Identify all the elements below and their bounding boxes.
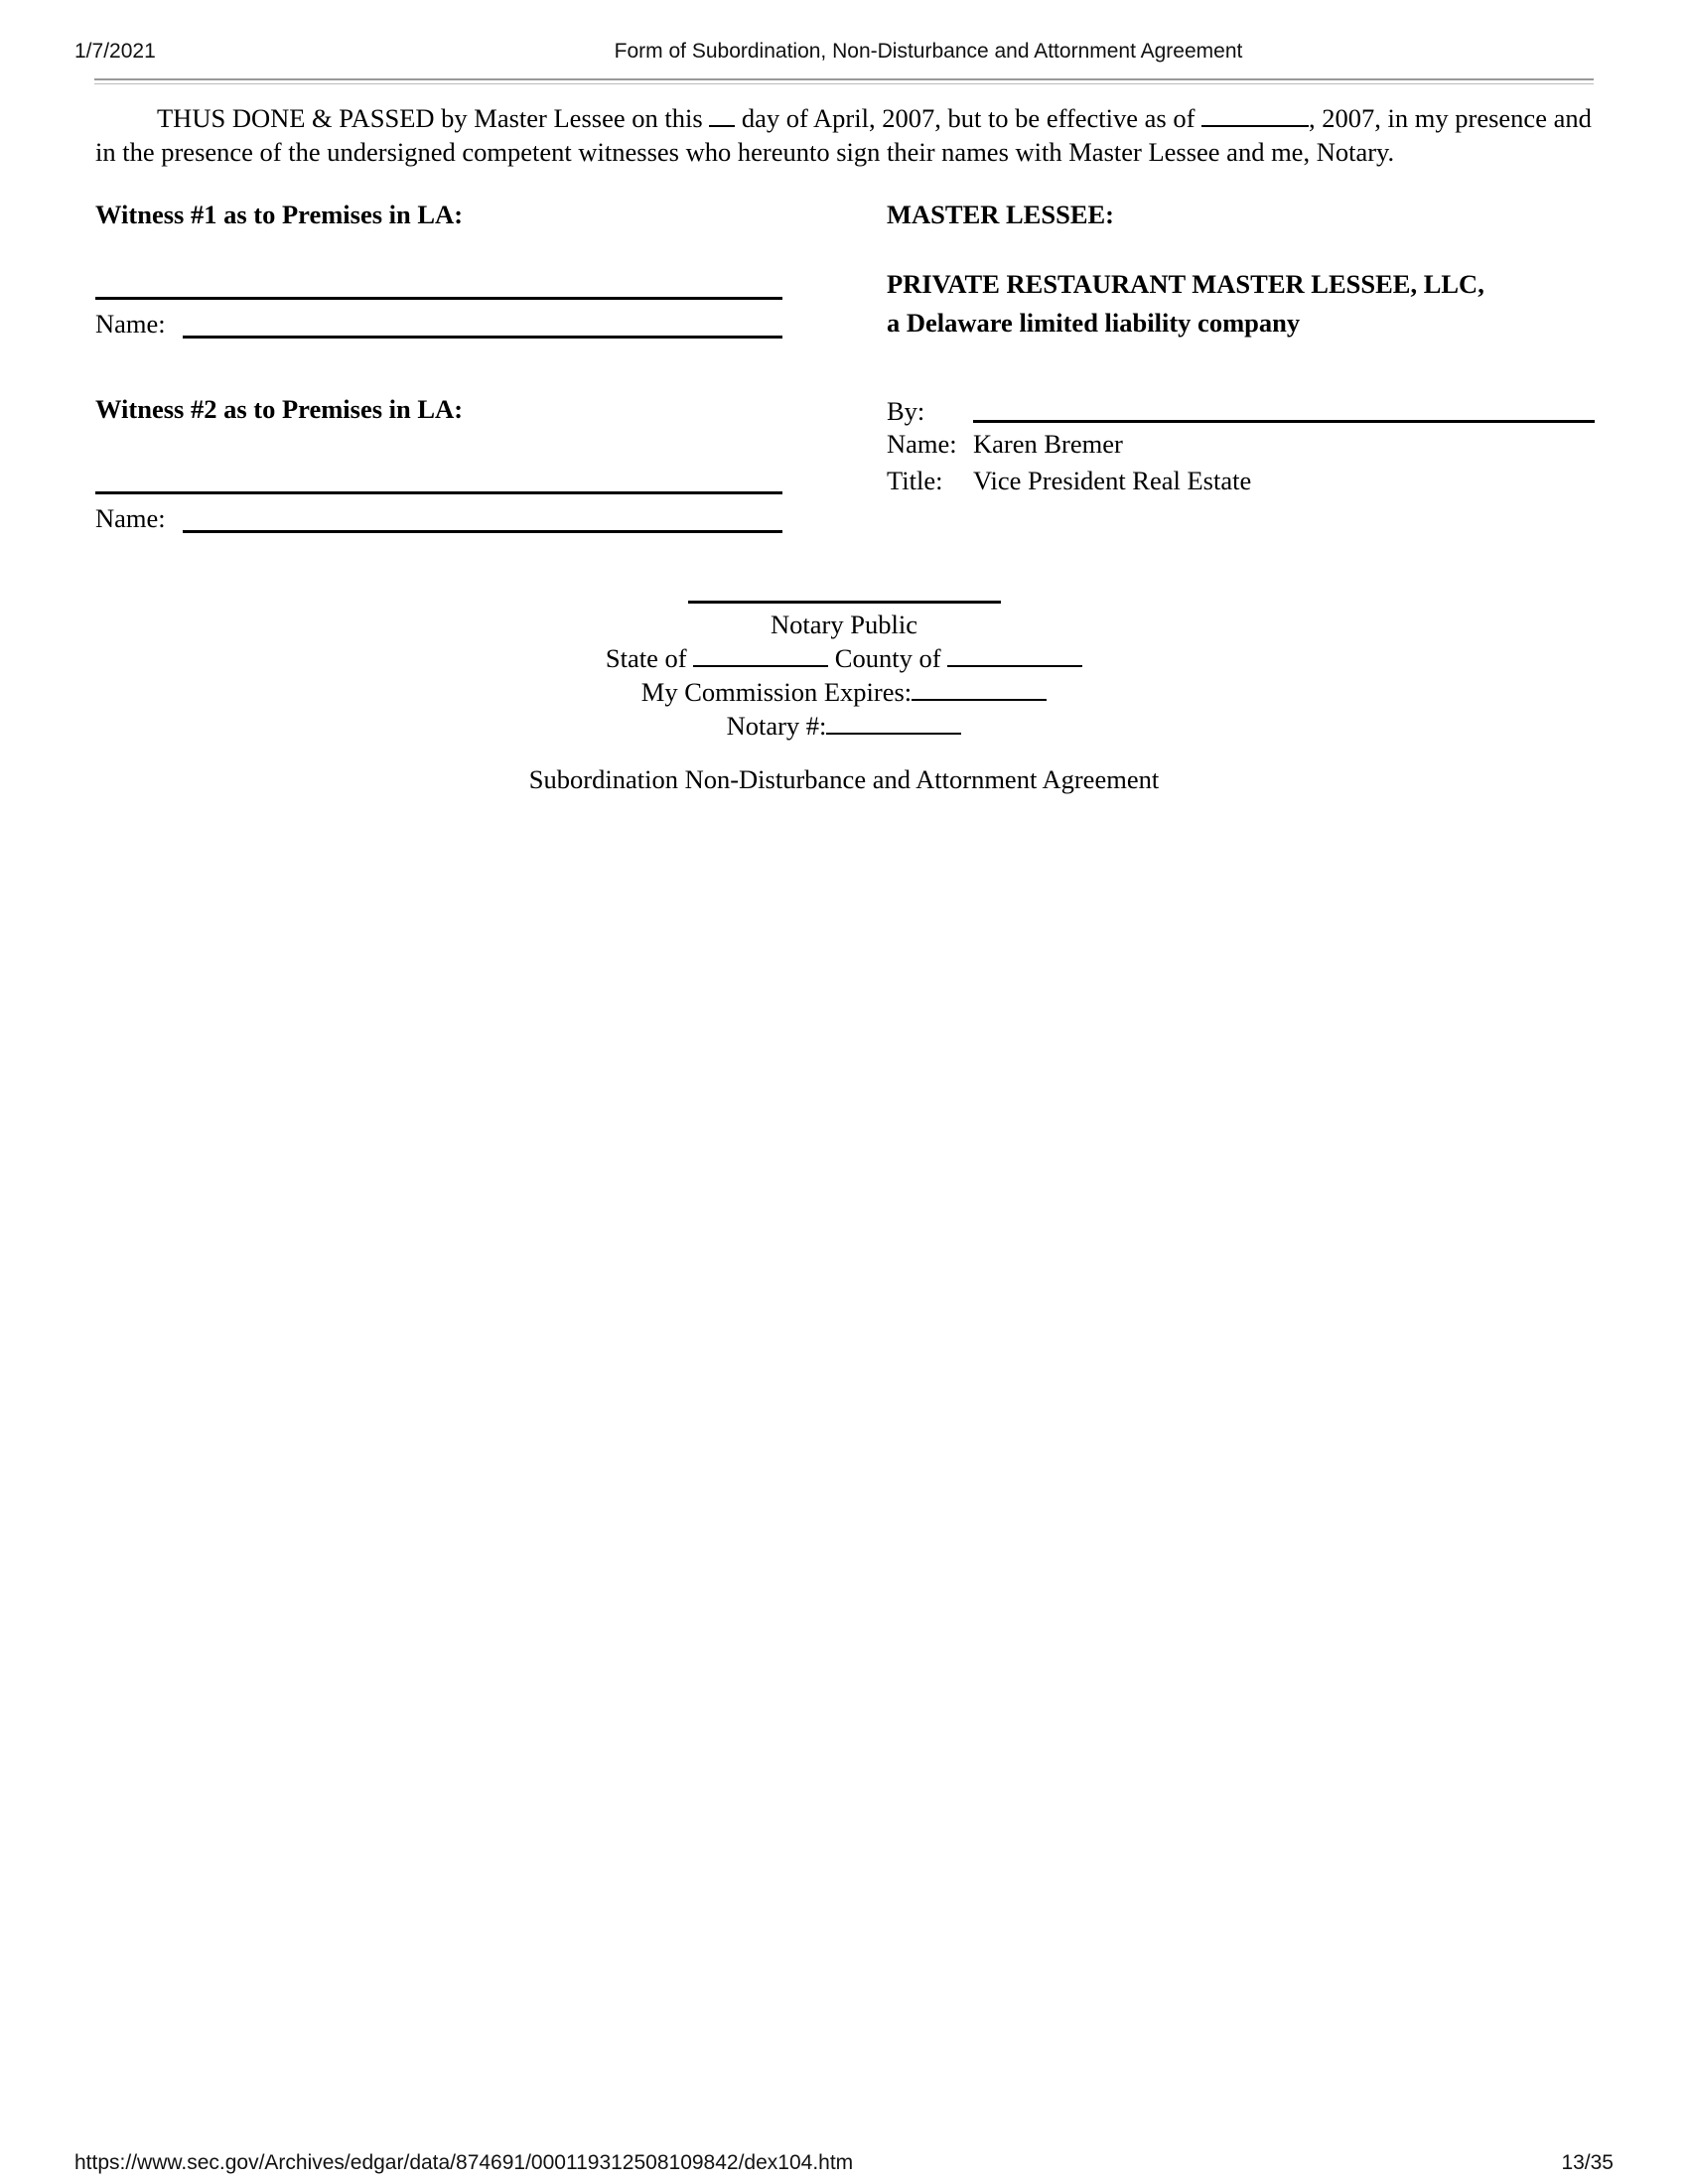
notary-number-label: Notary #: — [726, 711, 827, 741]
witness-2-heading: Witness #2 as to Premises in LA: — [95, 394, 464, 424]
state-label: State of — [605, 643, 687, 673]
witness-1-heading: Witness #1 as to Premises in LA: — [95, 200, 464, 229]
witness-1-name-line — [183, 336, 782, 339]
effective-date-blank — [1201, 103, 1309, 127]
county-label: County of — [834, 643, 941, 673]
day-blank — [709, 103, 735, 127]
signature-line — [973, 420, 1595, 423]
witness-1-signature-line — [95, 297, 782, 300]
signer-title: Vice President Real Estate — [973, 466, 1252, 495]
witness-2-signature-line — [95, 491, 782, 494]
company-description: a Delaware limited liability company — [887, 308, 1301, 338]
notary-state-county-line — [0, 641, 1688, 675]
company-name: PRIVATE RESTAURANT MASTER LESSEE, LLC, — [887, 269, 1484, 299]
paragraph-part-1: THUS DONE & PASSED by Master Lessee on this — [157, 103, 710, 133]
master-lessee-heading: MASTER LESSEE: — [887, 200, 1115, 229]
notary-number-blank — [826, 711, 961, 735]
witness-2-name-line — [183, 530, 782, 533]
page-number: 13/35 — [1561, 2151, 1614, 2174]
paragraph-part-3: , 2007, in my presence and in the presence of the undersigned competent witnesses who hereunto sign their names with Master Lessee and me, Notary. — [95, 103, 1592, 167]
commission-blank — [912, 677, 1047, 701]
title-label: Title: — [887, 466, 943, 495]
state-blank — [693, 643, 828, 667]
commission-line — [0, 675, 1688, 709]
name-label: Name: — [887, 429, 957, 459]
commission-label: My Commission Expires: — [640, 677, 913, 707]
county-blank — [947, 643, 1082, 667]
header-divider-secondary — [94, 83, 1594, 84]
witness-1-name-label: Name: — [95, 309, 166, 339]
paragraph-part-2: day of April, 2007, but to be effective as of — [735, 103, 1202, 133]
source-url[interactable]: https://www.sec.gov/Archives/edgar/data/874691/000119312508109842/dex104.htm — [74, 2151, 854, 2174]
execution-paragraph — [95, 101, 1600, 169]
notary-number-line — [0, 709, 1688, 743]
print-date: 1/7/2021 — [74, 40, 156, 63]
witness-2-name-label: Name: — [95, 503, 166, 533]
by-label: By: — [887, 396, 925, 426]
agreement-footer-title: Subordination Non-Disturbance and Attornment Agreement — [528, 764, 1160, 794]
print-title: Form of Subordination, Non-Disturbance and Attornment Agreement — [614, 40, 1243, 63]
header-divider — [94, 78, 1594, 80]
signer-name: Karen Bremer — [973, 429, 1123, 459]
notary-public-label: Notary Public — [771, 610, 917, 639]
notary-signature-line — [688, 601, 1001, 604]
